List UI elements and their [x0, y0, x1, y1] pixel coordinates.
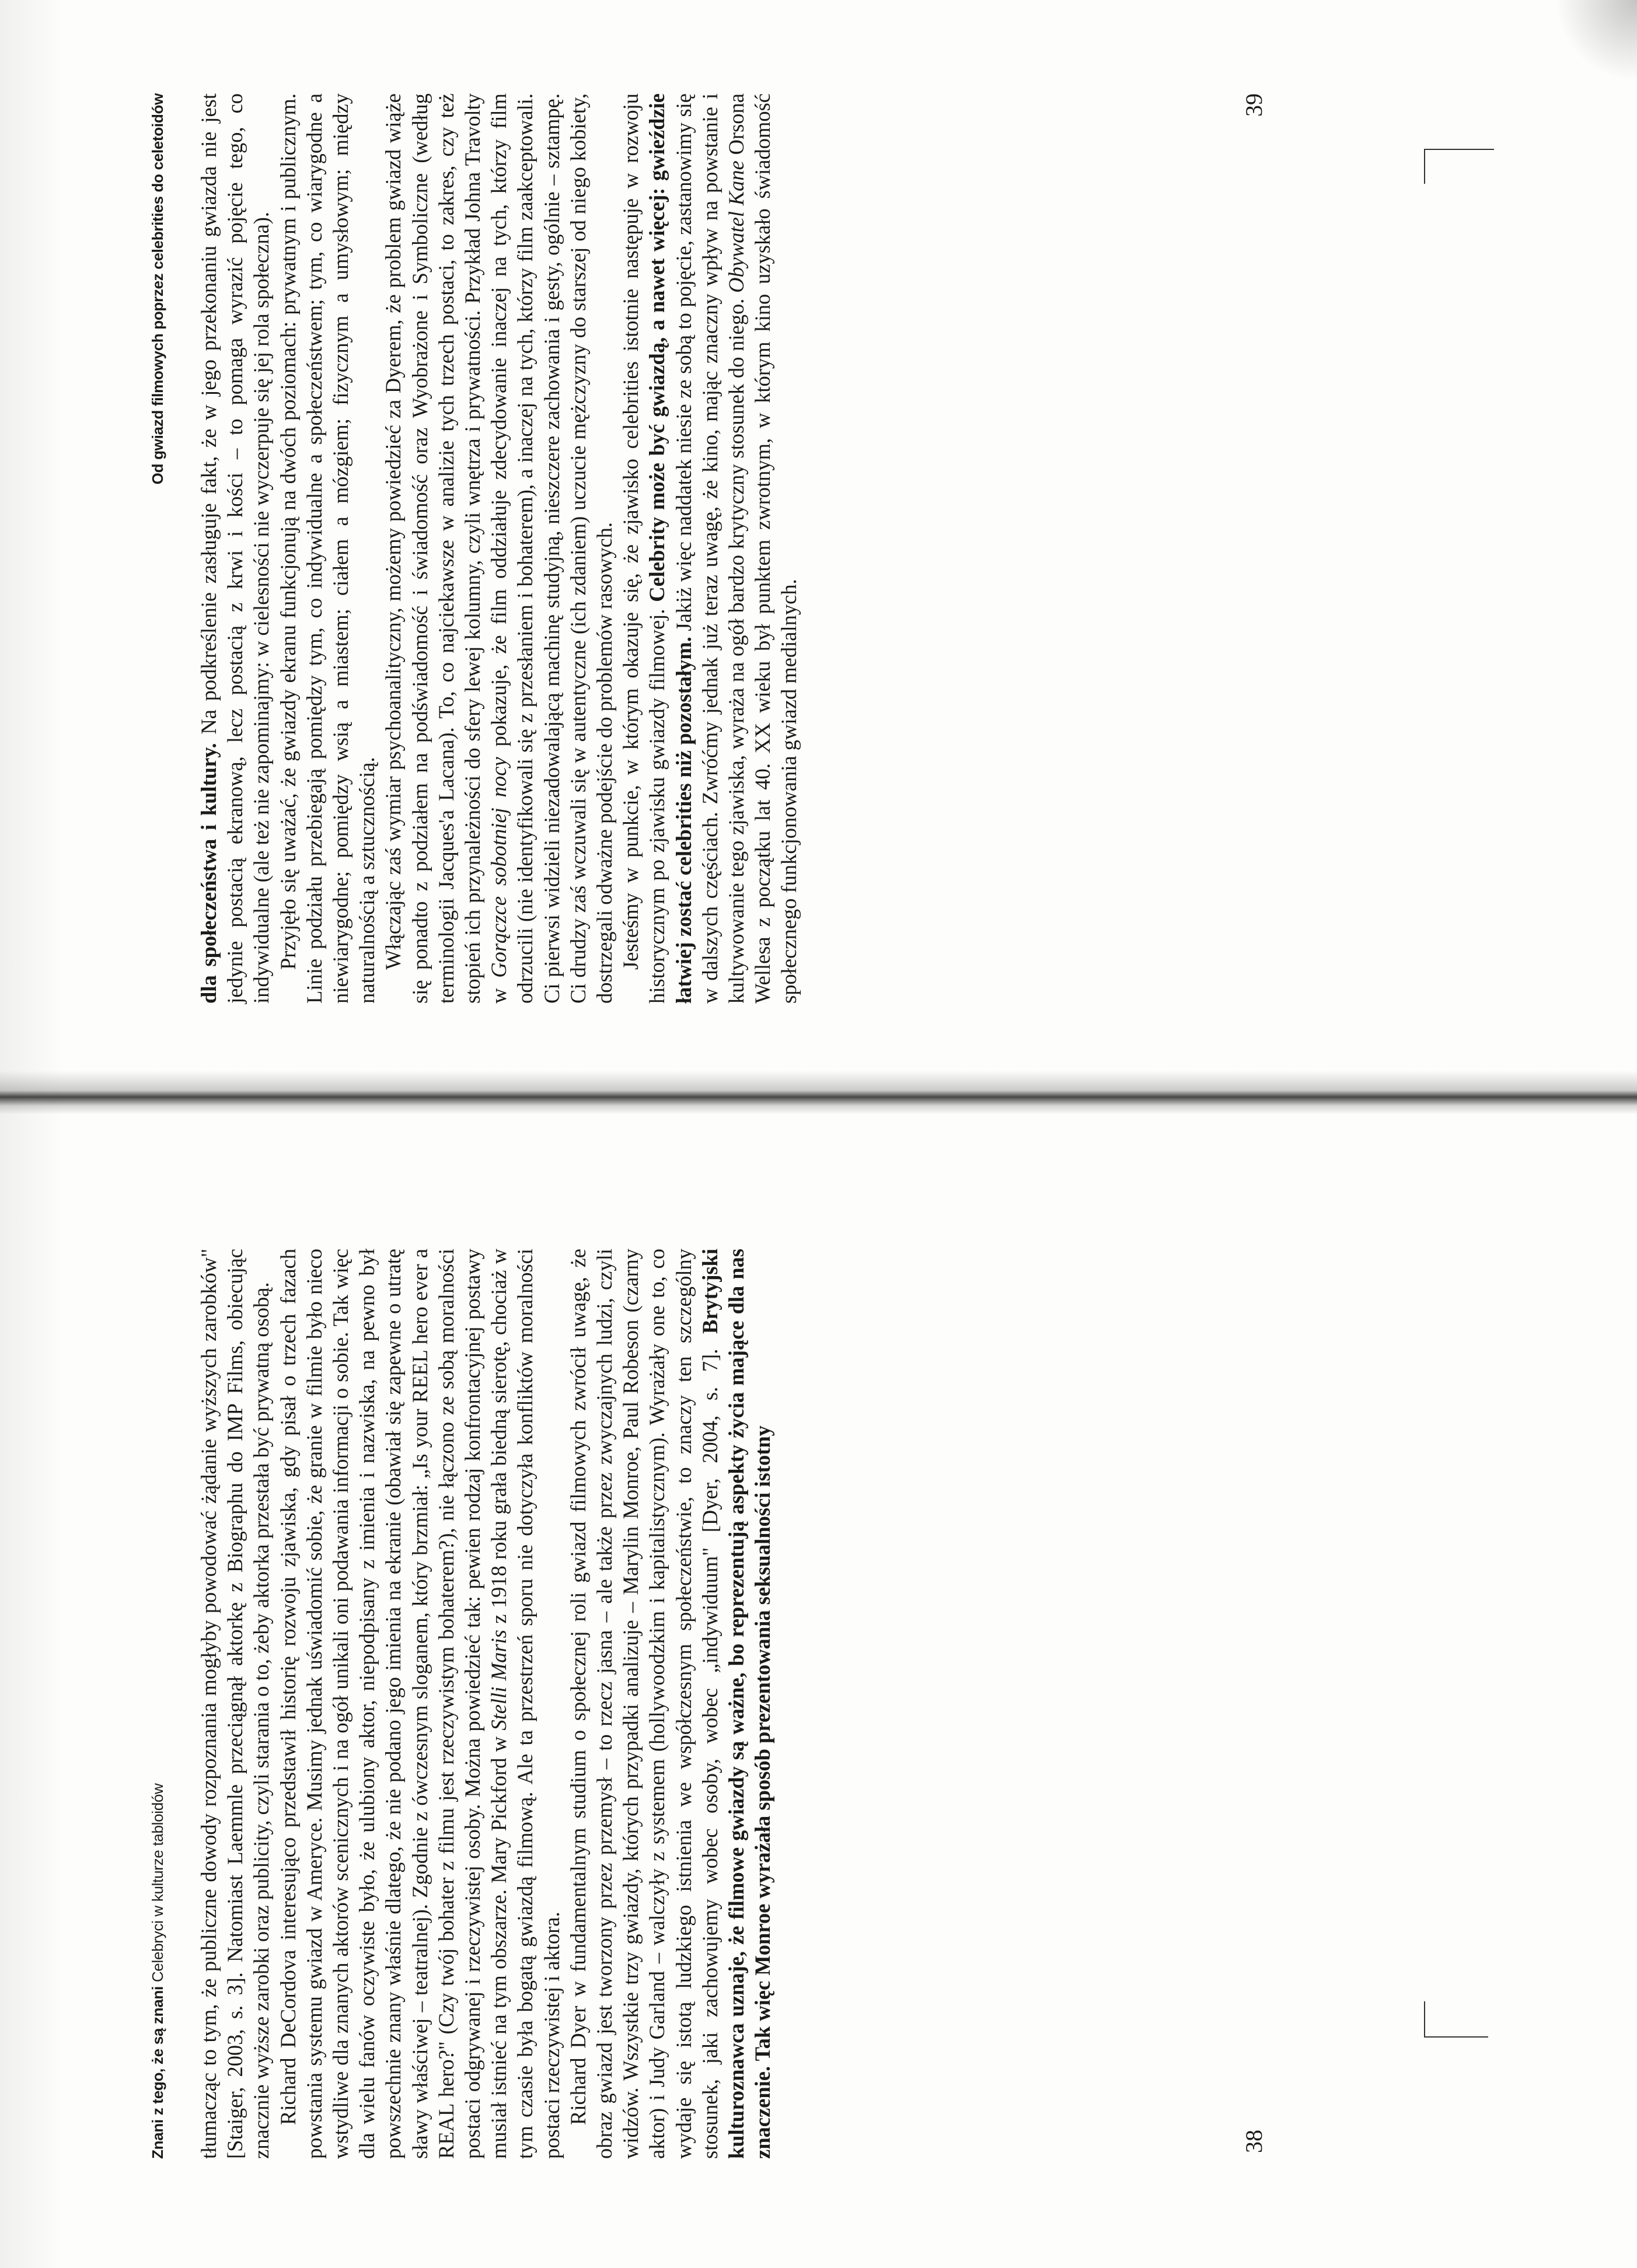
- text-run: Na podkreślenie zasługuje fakt, że w jego przekonaniu gwiazda nie jest jedynie postacią ekranową, lecz postacią z krwi i kości – to pomaga wyrazić pojęcie tego, co indywidualne (ale też nie zapominajmy: w cielesności nie wyczerpuje się jej rola społeczna).: [197, 93, 274, 1004]
- text-run: tłumacząc to tym, że publiczne dowody rozpoznania mogłyby powodować żądanie wyższych zarobków" [Staiger, 2003, s. 3]. Natomiast Laemmle przeciągnął aktorkę z Biographu do IMP Films, obiecując znacznie wyższe zarobki oraz publicity, czyli starania o to, żeby aktorka przestała być prywatną osobą.: [197, 1249, 274, 2159]
- scan-edge-shade: [0, 0, 64, 2268]
- folio-rule: [1424, 2036, 1488, 2038]
- running-head-subtitle: Celebryci w kulturze tabloidów: [149, 1783, 166, 1983]
- italic-title: Gorączce sobotniej nocy: [487, 757, 511, 978]
- page-body-text: [196, 1249, 776, 2159]
- book-spine-shadow: [0, 1071, 1637, 1114]
- running-head: [149, 93, 172, 1004]
- folio-rule: [1424, 2001, 1425, 2036]
- paragraph: [565, 1249, 776, 2159]
- text-run: Richard Dyer w fundamentalnym studium o społecznej roli gwiazd filmowych zwrócił uwagę, że obraz gwiazd jest tworzony przez przemysł – to rzecz jasna – ale także przez zwyczajnych ludzi, czyli widzów. Wszystkie trzy gwiazdy, których przypadki analizuje – Marylin Monroe, Paul Robeson (czarny aktor) i Judy Garland – walczyły z systemem (hollywoodzkim i kapitalistycznym). Wyrażały one to, co wydaje się istotą ludzkiego istnienia we współczesnym społeczeństwie, to znaczy ten szczególny stosunek, jaki zachowujemy wobec osoby, wobec „indywiduum" [Dyer, 2004, s. 7].: [566, 1249, 722, 2159]
- scan-corner-shade: [1555, 0, 1637, 82]
- text-run: Jesteśmy w punkcie, w którym okazuje się, że zjawisko celebrities istotnie następuje w rozwoju historycznym po zjawisku gwiazdy filmowej.: [619, 93, 669, 1004]
- folio-rule: [1424, 149, 1425, 184]
- text-run: Richard DeCordova interesująco przedstawił historię rozwoju zjawiska, gdy pisał o trzech fazach powstania systemu gwiazd w Ameryce. Musimy jednak uświadomić sobie, że granie w filmie było nieco wstydliwe dla znanych aktorów scenicznych i na ogół unikali oni podawania informacji o sobie. Tak więc dla wielu fanów oczywiste było, że ulubiony aktor, niepodpisany z imienia i nazwiska, na pewno był powszechnie znany właśnie dlatego, że nie podano jego imienia na ekranie (obawiał się zapewne o utratę sławy właściwej – teatralnej). Zgodnie z ówczesnym sloganem, który brzmiał: „Is your REEL hero ever a REAL hero?" (Czy twój bohater z filmu jest rzeczywistym bohaterem?), nie łączono ze sobą moralności postaci odgrywanej i rzeczywistej osoby. Można powiedzieć tak: pewien rodzaj konfrontacyjnej postawy musiał istnieć na tym obszarze. Mary Pickford w: [275, 1249, 511, 2159]
- page-body-text: [196, 93, 802, 1004]
- paragraph: [196, 93, 275, 1004]
- paragraph: [275, 93, 381, 1004]
- running-head: [149, 1249, 172, 2159]
- running-head-title: Od gwiazd filmowych poprzez celebrities do celetoidów: [149, 93, 166, 485]
- page-number: 39: [1241, 93, 1267, 117]
- page-39: [149, 93, 1491, 1004]
- italic-title: Obywatel Kane: [724, 160, 749, 293]
- text-run: Jakiż więc naddatek niesie ze sobą to pojęcie, zastanowimy się w dalszych częściach. Zwróćmy jednak już teraz uwagę, że kino, mając znaczny wpływ na powstanie i kultywowanie tego zjawiska, wyraża na ogół bardzo krytyczny stosunek do niego.: [671, 93, 749, 1004]
- bold-text: Celebrity może być gwiazdą, a nawet więcej: gwieździe łatwiej zostać celebrities niż pozostałym.: [645, 93, 696, 1004]
- text-run: z 1918 roku grała biedną sierotę, chociaż w tym czasie była bogatą gwiazdą filmową. Ale ta przestrzeń sporu nie dotyczyła konfliktów moralności postaci rzeczywistej i aktora.: [487, 1248, 564, 2159]
- text-run: Przyjęło się uważać, że gwiazdy ekranu funkcjonują na dwóch poziomach: prywatnym i publicznym. Linie podziału przebiegają pomiędzy tym, co indywidualne a społeczeństwem; tym, co wiarygodne a niewiarygodne; pomiędzy wsią a miastem; ciałem a mózgiem; fizycznym a umysłowym; między naturalnością a sztucznością.: [275, 93, 379, 1004]
- text-run: pokazuje, że film oddziałuje zdecydowanie inaczej na tych, którzy film odrzucili (nie identyfikowali się z przesłaniem i bohaterem), a inaczej na tych, którzy film zaakceptowali. Ci pierwsi widzieli niezadowalającą machinę studyjną, nieszczere zachowania i gesty, ogólnie – sztampę. Ci drudzy zaś wczuwali się w autentyczne (ich zdaniem) uczucie mężczyzny do starszej od niego kobiety, dostrzegali odważne podejście do problemów rasowych.: [487, 93, 617, 1004]
- folio-rule: [1424, 149, 1494, 150]
- paragraph: [380, 93, 617, 1004]
- paragraph: [275, 1249, 565, 2159]
- running-head-title: Znani z tego, że są znani: [149, 1986, 166, 2159]
- paragraph: [196, 1249, 275, 2159]
- page-38: [149, 1249, 1491, 2159]
- text-run: Włączając zaś wymiar psychoanalityczny, możemy powiedzieć za Dyerem, że problem gwiazd wiąże się ponadto z podziałem na podświadomość i świadomość oraz Wyobrażone i Symboliczne (według terminologii Jacques'a Lacana). To, co najciekawsze w analizie tych trzech postaci, to zakres, czy też stopień ich przynależności do sfery lewej kolumny, czyli wnętrza i prywatności. Przykład Johna Travolty w: [381, 93, 511, 1004]
- paragraph: [617, 93, 802, 1004]
- italic-title: Stelli Maris: [487, 1630, 511, 1731]
- bold-text: Brytyjski kulturoznawca uznaje, że filmowe gwiazdy są ważne, bo reprezentują aspekty życia mające dla nas znaczenie. Tak więc Monroe wyrażała sposób prezentowania seksualności istotny: [697, 1249, 775, 2159]
- page-number: 38: [1241, 2130, 1267, 2153]
- text-run: Orsona Wellesa z początku lat 40. XX wieku był punktem zwrotnym, w którym kino uzyskało świadomość społecznego funkcjonowania gwiazd medialnych.: [724, 93, 801, 1004]
- bold-text: dla społeczeństwa i kultury.: [197, 743, 221, 1004]
